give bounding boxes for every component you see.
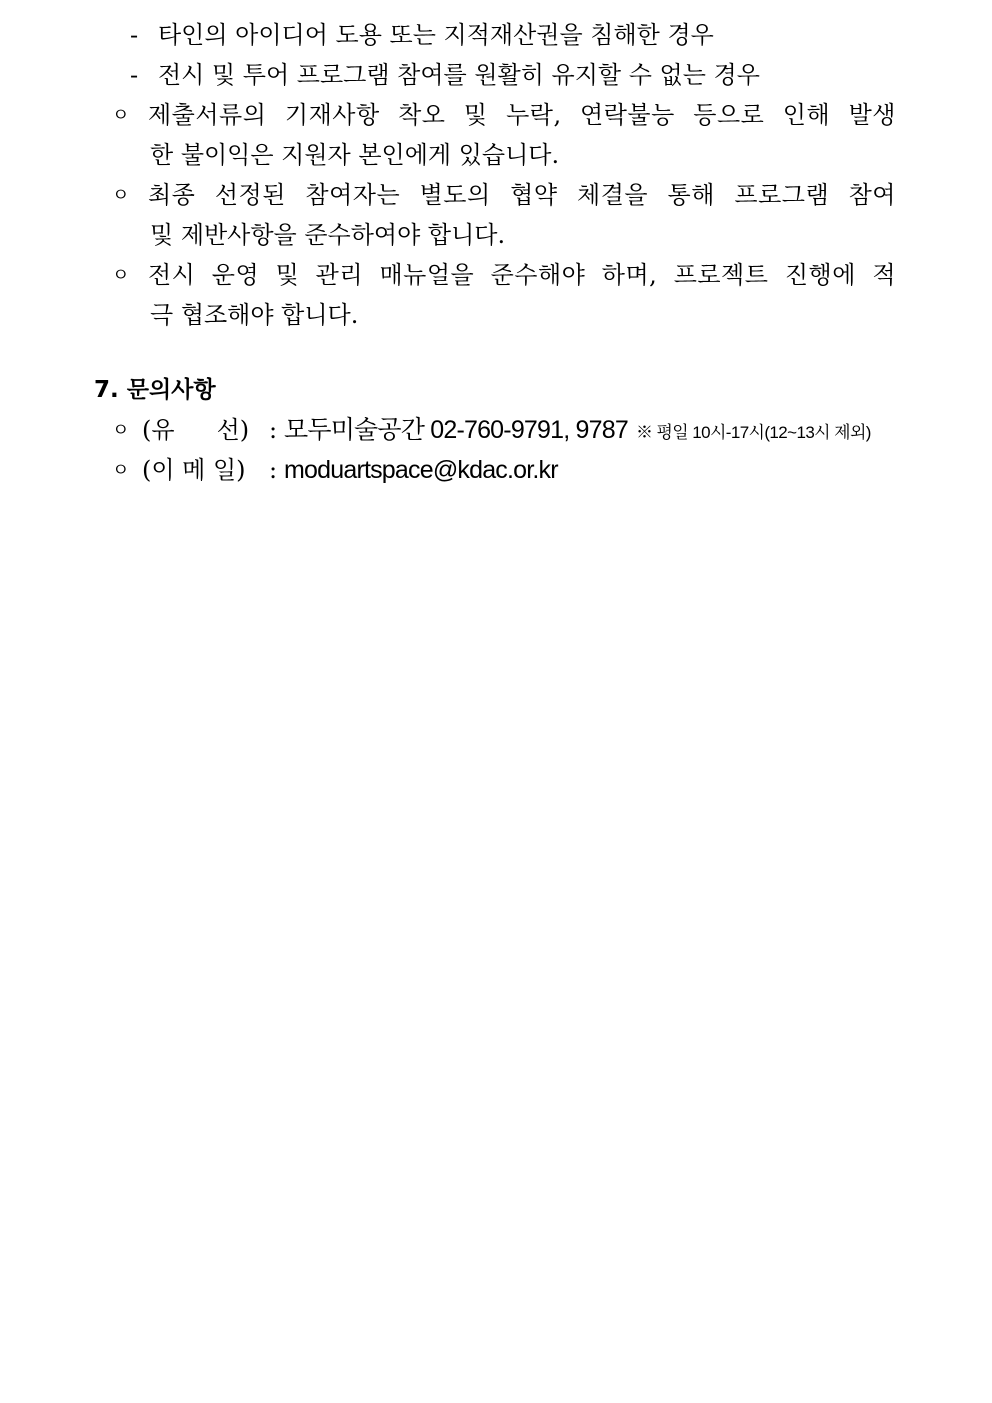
dash-item-text: 전시 및 투어 프로그램 참여를 원활히 유지할 수 없는 경우 [158, 61, 760, 89]
bullet-marker: ㅇ [112, 185, 130, 206]
bullet-text-line1: 제출서류의 기재사항 착오 및 누락, 연락불능 등으로 인해 발생 [148, 101, 896, 129]
bullet-item [112, 100, 896, 131]
contact-colon: : [268, 456, 278, 484]
contact-email-link[interactable]: moduartspace@kdac.or.kr [284, 456, 558, 484]
contact-phone-label-open: (유 [142, 416, 175, 444]
bullet-continuation [150, 140, 559, 170]
bullet-continuation [150, 220, 505, 250]
dash-item [130, 60, 760, 90]
dash-item [130, 20, 714, 50]
contact-email-label: (이 메 일) [142, 456, 246, 484]
bullet-text-line2: 및 제반사항을 준수하여야 합니다. [150, 221, 506, 249]
contact-phone-label-close: 선) [216, 416, 250, 444]
contact-hours-note: ※ 평일 10시-17시(12~13시 제외) [635, 423, 871, 442]
bullet-text-line1: 전시 운영 및 관리 매뉴얼을 준수해야 하며, 프로젝트 진행에 적 [148, 261, 896, 289]
section-title: 7. 문의사항 [94, 377, 216, 403]
dash-marker: - [130, 61, 139, 89]
bullet-text-line1: 최종 선정된 참여자는 별도의 협약 체결을 통해 프로그램 참여 [148, 181, 896, 209]
contact-email-row [112, 455, 558, 486]
bullet-item [112, 180, 896, 211]
bullet-text-line2: 극 협조해야 합니다. [150, 301, 359, 329]
bullet-marker: ㅇ [112, 420, 130, 441]
contact-phone-row [112, 415, 871, 448]
dash-marker: - [130, 21, 139, 49]
dash-item-text: 타인의 아이디어 도용 또는 지적재산권을 침해한 경우 [158, 21, 714, 49]
bullet-marker: ㅇ [112, 265, 130, 286]
bullet-text-line2: 한 불이익은 지원자 본인에게 있습니다. [150, 141, 560, 169]
bullet-item [112, 260, 896, 291]
bullet-marker: ㅇ [112, 105, 130, 126]
contact-colon: : [268, 416, 278, 444]
contact-phone-label [142, 415, 262, 445]
bullet-marker: ㅇ [112, 460, 130, 481]
contact-phone-value: 모두미술공간 02-760-9791, 9787 [284, 416, 628, 444]
bullet-continuation [150, 300, 358, 330]
